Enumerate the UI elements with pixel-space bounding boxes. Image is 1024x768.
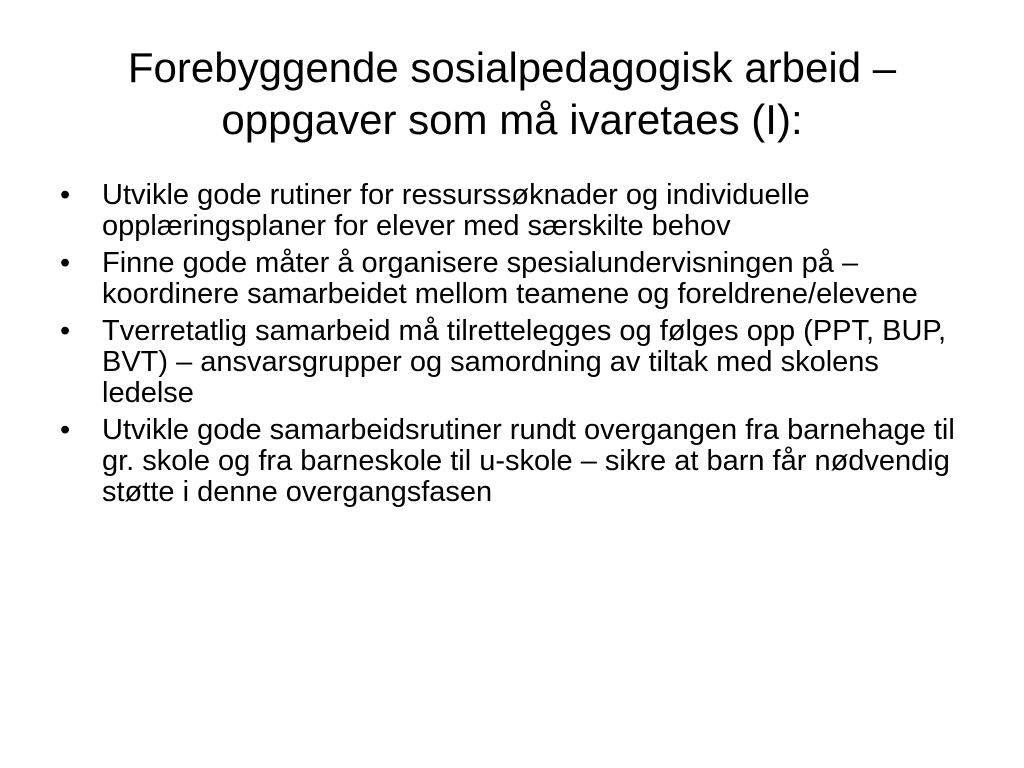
bullet-item: [60, 415, 970, 508]
bullet-icon: •: [60, 179, 71, 211]
bullet-item: [60, 316, 970, 409]
bullet-text: Finne gode måter å organisere spesialundervisningen på – koordinere samarbeidet mellom teamene og foreldrene/elevene: [102, 247, 918, 310]
bullet-text: Tverretatlig samarbeid må tilrettelegges og følges opp (PPT, BUP, BVT) – ansvarsgrupper og samordning av tiltak med skolens ledelse: [102, 315, 947, 409]
bullet-item: [60, 180, 970, 242]
bullet-icon: •: [60, 414, 71, 446]
bullet-item: [60, 248, 970, 310]
slide-title: [60, 42, 964, 146]
bullet-icon: •: [60, 315, 71, 347]
bullet-text: Utvikle gode rutiner for ressurssøknader og individuelle opplæringsplaner for elever med særskilte behov: [102, 179, 810, 242]
bullet-list: [60, 180, 970, 514]
title-line-1: Forebyggende sosialpedagogisk arbeid –: [127, 44, 897, 91]
title-line-2: oppgaver som må ivaretaes (I):: [221, 96, 803, 143]
bullet-text: Utvikle gode samarbeidsrutiner rundt overgangen fra barnehage til gr. skole og fra barneskole til u-skole – sikre at barn får nødvendig støtte i denne overgangsfasen: [102, 414, 955, 508]
bullet-icon: •: [60, 247, 71, 279]
